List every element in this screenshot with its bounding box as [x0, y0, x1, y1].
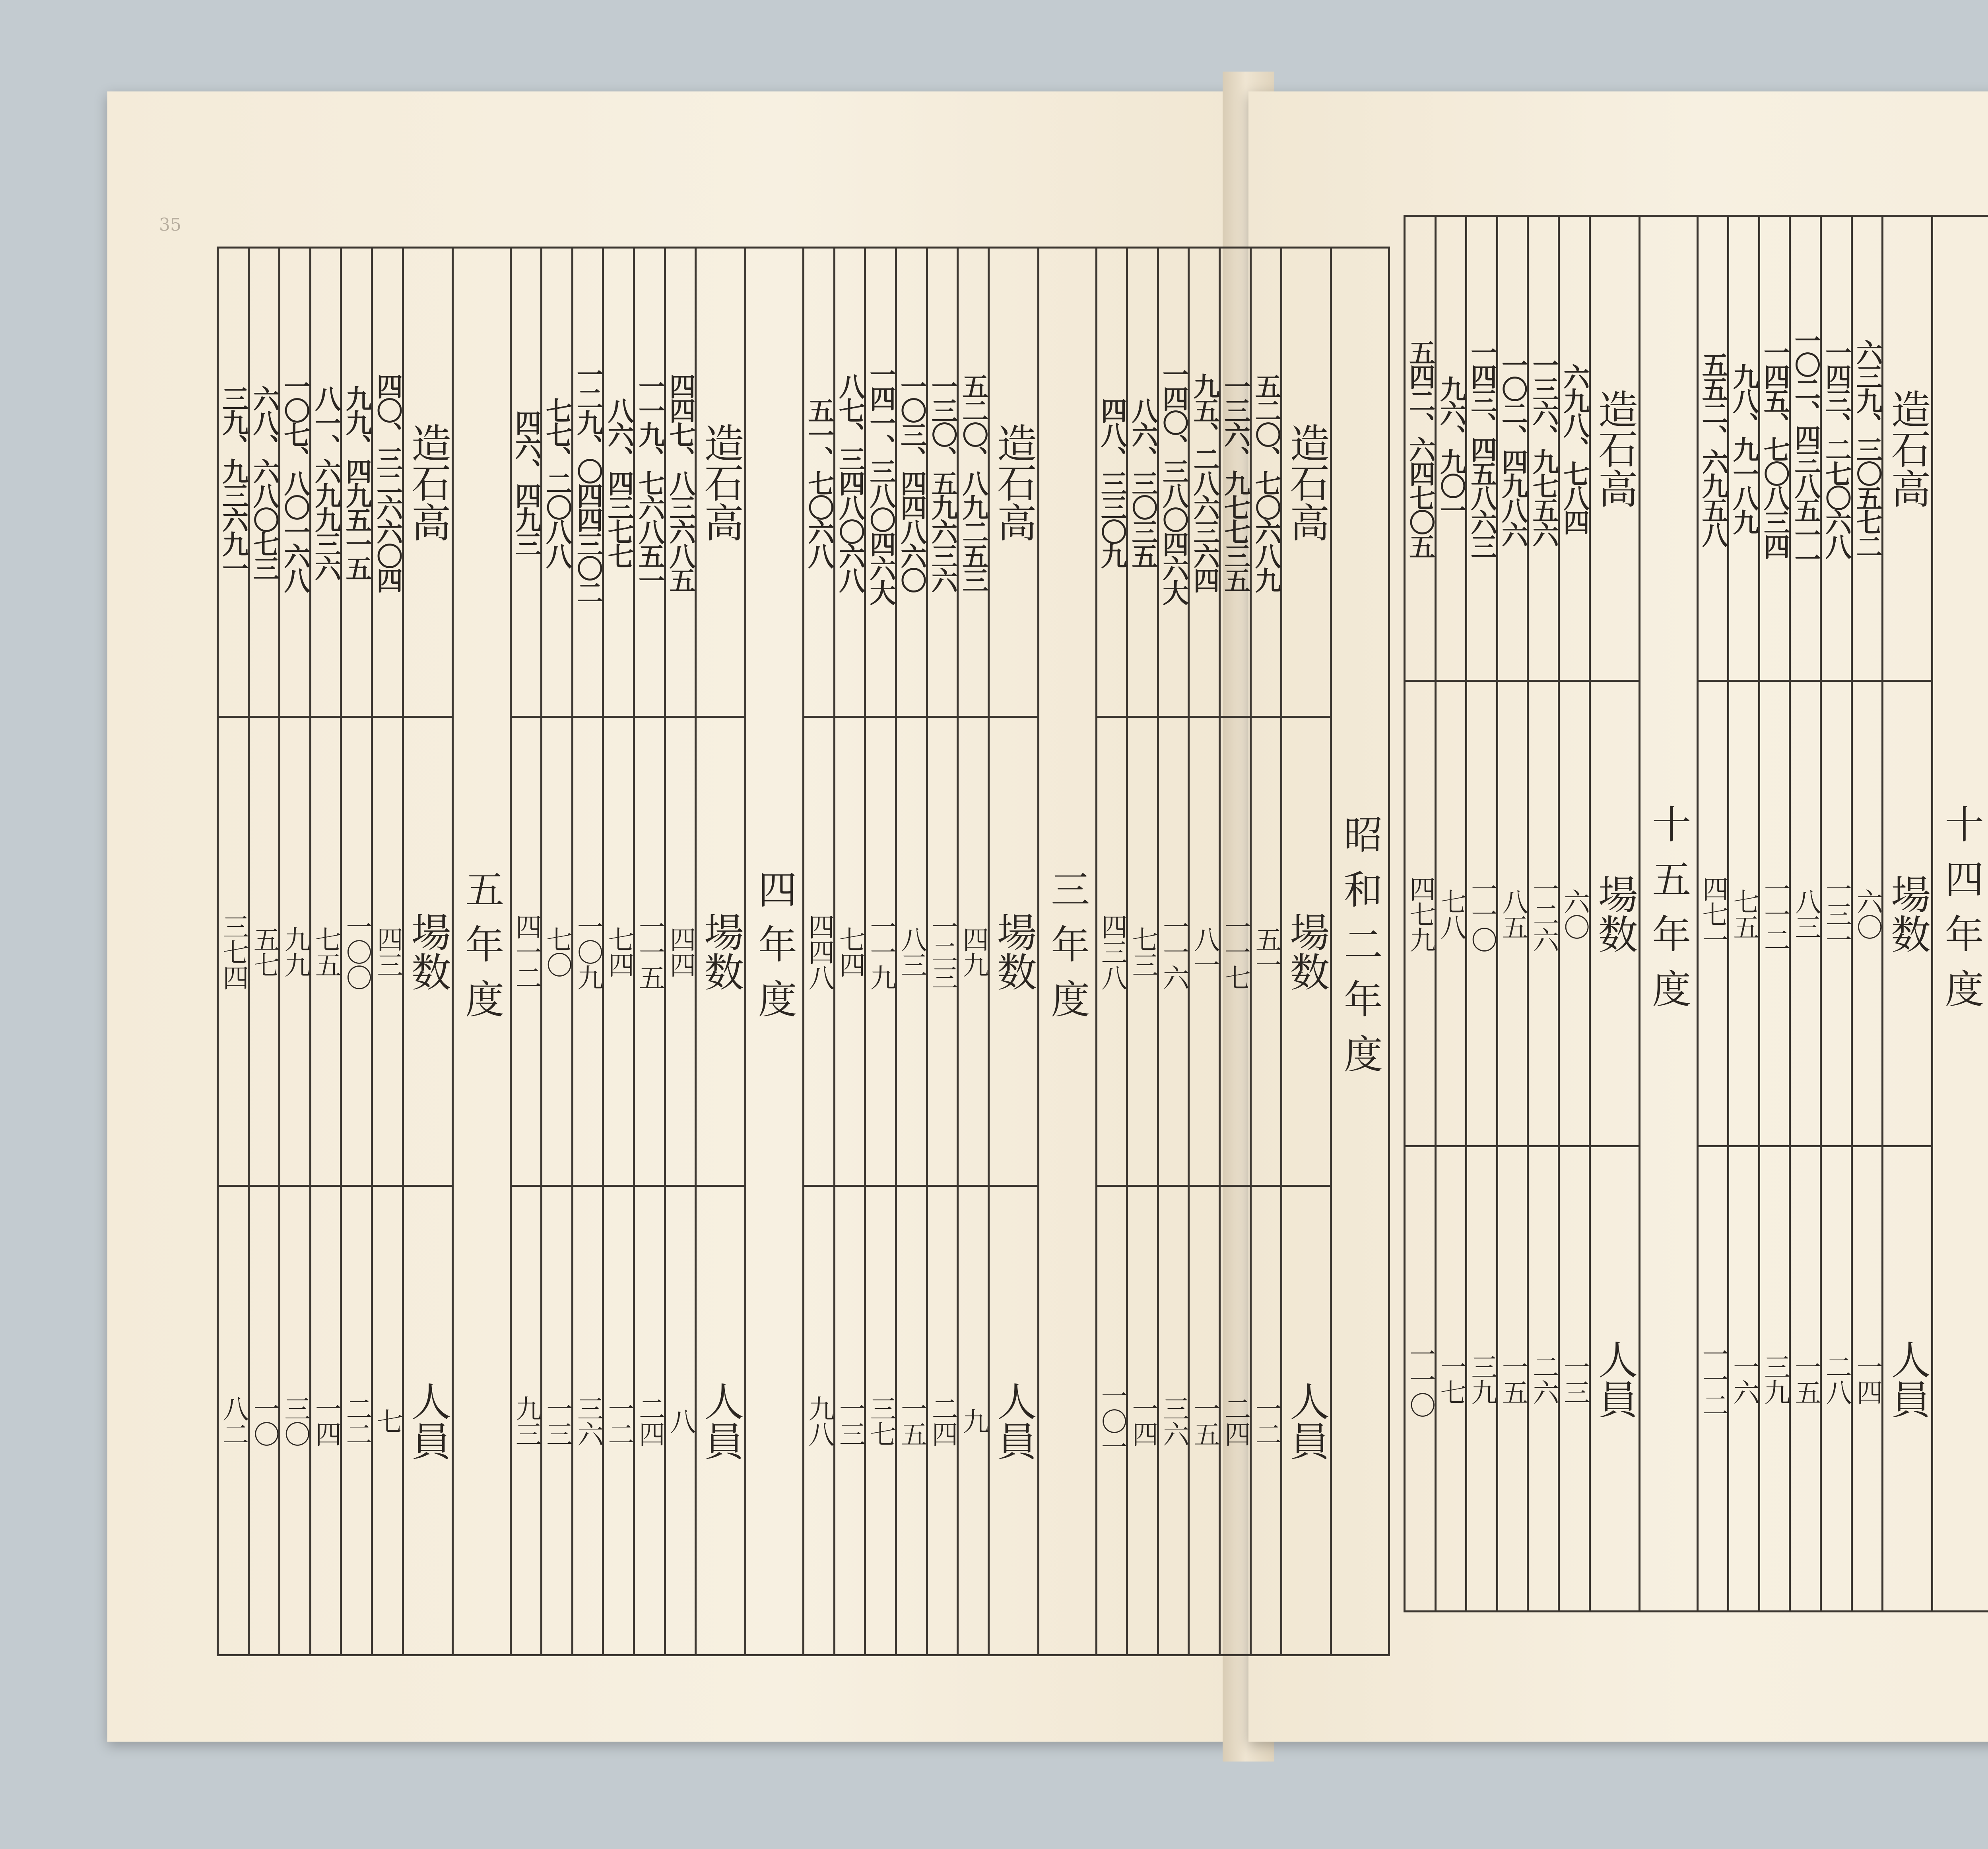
- staff-cell: 九八: [804, 1186, 835, 1655]
- brewery-count-cell: 七四: [834, 717, 865, 1186]
- year-title: 五年度: [452, 248, 511, 1655]
- brewery-count-cell: 七八: [1435, 681, 1466, 1146]
- staff-cell: 九三: [511, 1186, 542, 1655]
- brewery-count-cell: 四七九: [1405, 681, 1436, 1146]
- brewery-count-cell: 七五: [310, 717, 341, 1186]
- brewery-count-cell: 七三: [1127, 717, 1158, 1186]
- brewery-count-cell: 一三一: [1821, 681, 1852, 1146]
- production-cell: 七七、二〇八八: [542, 248, 573, 717]
- column-label: 人員: [696, 1186, 746, 1655]
- production-cell: 九五、二八六三六四: [1189, 248, 1220, 717]
- column-label: 場数: [403, 717, 452, 1186]
- production-cell: 八七、三四八〇六八: [834, 248, 865, 717]
- staff-cell: 一五: [1189, 1186, 1220, 1655]
- table-row: [1096, 248, 1127, 1655]
- left-page-mark: 35: [159, 215, 181, 235]
- staff-cell: 三九: [1759, 1146, 1790, 1612]
- staff-cell: 一四: [1127, 1186, 1158, 1655]
- table-row: [280, 248, 311, 1655]
- column-label: 場数: [1590, 681, 1639, 1146]
- ledger-table-right: [1404, 215, 1988, 1612]
- staff-cell: 九: [958, 1186, 989, 1655]
- production-cell: 五一、七〇六八: [804, 248, 835, 717]
- column-label: 人員: [1590, 1146, 1639, 1612]
- staff-cell: 七: [372, 1186, 403, 1655]
- column-label: 人員: [1883, 1146, 1932, 1612]
- table-row: [1466, 216, 1497, 1612]
- staff-cell: 三〇: [280, 1186, 311, 1655]
- production-cell: 一三六、九七五六: [1528, 216, 1559, 681]
- production-cell: 九八、九一八九: [1728, 216, 1759, 681]
- production-cell: 一四三、四五八六三: [1466, 216, 1497, 681]
- staff-cell: 一一二: [1697, 1146, 1728, 1612]
- brewery-count-cell: 一〇九: [572, 717, 603, 1186]
- staff-cell: 一六: [1728, 1146, 1759, 1612]
- brewery-count-cell: 八一: [1189, 717, 1220, 1186]
- production-cell: 四〇、三二六六〇四: [372, 248, 403, 717]
- staff-cell: 一四: [310, 1186, 341, 1655]
- brewery-count-cell: 七四: [603, 717, 634, 1186]
- year-header-row: [452, 248, 511, 1655]
- production-cell: 一〇七、八〇一六八: [280, 248, 311, 717]
- staff-cell: 二四: [634, 1186, 665, 1655]
- brewery-count-cell: 四三八: [1096, 717, 1127, 1186]
- year-title: 十四年度: [1932, 216, 1988, 1612]
- staff-cell: 一〇: [248, 1186, 280, 1655]
- brewery-count-cell: 四七一: [1697, 681, 1728, 1146]
- staff-cell: 一五: [1497, 1146, 1528, 1612]
- staff-cell: 一〇一: [1096, 1186, 1127, 1655]
- table-row: [1821, 216, 1852, 1612]
- production-cell: 五五二、六九五八: [1697, 216, 1728, 681]
- table-row: [1852, 216, 1883, 1612]
- brewery-count-cell: 三七四: [218, 717, 249, 1186]
- table-row: [341, 248, 372, 1655]
- production-cell: 九九、四九五一五: [341, 248, 372, 717]
- column-label: 造石高: [696, 248, 746, 717]
- table-row: [834, 248, 865, 1655]
- production-cell: 五二〇、八九二五三: [958, 248, 989, 717]
- staff-cell: 八: [665, 1186, 696, 1655]
- table-row: [1189, 248, 1220, 1655]
- column-label-row: [403, 248, 452, 1655]
- table-row: [1158, 248, 1189, 1655]
- year-header-row: [1932, 216, 1988, 1612]
- production-cell: 六三九、三〇五七二: [1852, 216, 1883, 681]
- table-row: [1697, 216, 1728, 1612]
- brewery-count-cell: 一二三: [927, 717, 958, 1186]
- production-cell: 四八、三三〇九: [1096, 248, 1127, 717]
- brewery-count-cell: 六〇: [1559, 681, 1590, 1146]
- table-row: [865, 248, 896, 1655]
- brewery-count-cell: 五七: [248, 717, 280, 1186]
- year-title: 三年度: [1038, 248, 1096, 1655]
- table-row: [310, 248, 341, 1655]
- table-row: [511, 248, 542, 1655]
- column-label: 場数: [988, 717, 1038, 1186]
- table-row: [542, 248, 573, 1655]
- production-cell: 五四二、六四七〇五: [1405, 216, 1436, 681]
- brewery-count-cell: 四四: [665, 717, 696, 1186]
- table-row: [372, 248, 403, 1655]
- table-row: [804, 248, 835, 1655]
- table-row: [1759, 216, 1790, 1612]
- brewery-count-cell: 四三: [372, 717, 403, 1186]
- production-cell: 五二〇、七〇六八九: [1250, 248, 1281, 717]
- column-label: 造石高: [1590, 216, 1639, 681]
- column-label: 造石高: [1883, 216, 1932, 681]
- brewery-count-cell: 四四八: [804, 717, 835, 1186]
- staff-cell: 一三: [542, 1186, 573, 1655]
- staff-cell: 三六: [1158, 1186, 1189, 1655]
- table-row: [958, 248, 989, 1655]
- brewery-count-cell: 七五: [1728, 681, 1759, 1146]
- column-label-row: [1883, 216, 1932, 1612]
- table-row: [665, 248, 696, 1655]
- ledger-table-left: [217, 247, 1390, 1656]
- column-label: 場数: [696, 717, 746, 1186]
- staff-cell: 一五: [896, 1186, 927, 1655]
- year-header-row: [746, 248, 804, 1655]
- table-row: [1405, 216, 1436, 1612]
- staff-cell: 一一〇: [1405, 1146, 1436, 1612]
- brewery-count-cell: 一一五: [634, 717, 665, 1186]
- year-header-row: [1331, 248, 1389, 1655]
- staff-cell: 一二: [1250, 1186, 1281, 1655]
- brewery-count-cell: 一〇〇: [341, 717, 372, 1186]
- year-title: 昭和二年度: [1331, 248, 1389, 1655]
- production-cell: 九六、九〇一: [1435, 216, 1466, 681]
- production-cell: 六九八、七八四: [1559, 216, 1590, 681]
- staff-cell: 三七: [865, 1186, 896, 1655]
- column-label: 造石高: [403, 248, 452, 717]
- brewery-count-cell: 一一九: [865, 717, 896, 1186]
- staff-cell: 二八: [1821, 1146, 1852, 1612]
- table-row: [1127, 248, 1158, 1655]
- column-label-row: [1281, 248, 1331, 1655]
- column-label-row: [1590, 216, 1639, 1612]
- table-row: [572, 248, 603, 1655]
- column-label: 場数: [1883, 681, 1932, 1146]
- production-cell: 一二九、〇四四三〇二: [572, 248, 603, 717]
- table-row: [603, 248, 634, 1655]
- brewery-count-cell: 八三: [1790, 681, 1821, 1146]
- table-row: [1220, 248, 1251, 1655]
- brewery-count-cell: 四九: [958, 717, 989, 1186]
- table-row: [218, 248, 249, 1655]
- production-cell: 八六、四三七七: [603, 248, 634, 717]
- production-cell: 一〇二、四三八五一一: [1790, 216, 1821, 681]
- year-title: 十五年度: [1639, 216, 1697, 1612]
- staff-cell: 二二: [341, 1186, 372, 1655]
- year-header-row: [1038, 248, 1096, 1655]
- column-label: 場数: [1281, 717, 1331, 1186]
- table-row: [927, 248, 958, 1655]
- table-row: [896, 248, 927, 1655]
- table-row: [1250, 248, 1281, 1655]
- staff-cell: 二四: [1220, 1186, 1251, 1655]
- production-cell: 一四三、二七〇六八: [1821, 216, 1852, 681]
- staff-cell: 一三: [1559, 1146, 1590, 1612]
- year-title: 四年度: [746, 248, 804, 1655]
- ledger-body-right: [1405, 216, 1988, 1612]
- brewery-count-cell: 一一〇: [1466, 681, 1497, 1146]
- table-row: [1790, 216, 1821, 1612]
- brewery-count-cell: 一二六: [1528, 681, 1559, 1146]
- production-cell: 四四七、八三六八五: [665, 248, 696, 717]
- column-label: 人員: [988, 1186, 1038, 1655]
- staff-cell: 二六: [1528, 1146, 1559, 1612]
- production-cell: 八一、六九九三六: [310, 248, 341, 717]
- brewery-count-cell: 五一: [1250, 717, 1281, 1186]
- brewery-count-cell: 八三: [896, 717, 927, 1186]
- production-cell: 八六、三〇三五: [1127, 248, 1158, 717]
- column-label: 人員: [1281, 1186, 1331, 1655]
- column-label: 人員: [403, 1186, 452, 1655]
- year-header-row: [1639, 216, 1697, 1612]
- brewery-count-cell: 七〇: [542, 717, 573, 1186]
- brewery-count-cell: 一一七: [1220, 717, 1251, 1186]
- table-row: [1559, 216, 1590, 1612]
- production-cell: 一三六、九七七三五: [1220, 248, 1251, 717]
- staff-cell: 一三: [834, 1186, 865, 1655]
- staff-cell: 一五: [1790, 1146, 1821, 1612]
- production-cell: 一一九、七六八五一: [634, 248, 665, 717]
- table-row: [1528, 216, 1559, 1612]
- staff-cell: 三六: [572, 1186, 603, 1655]
- column-label: 造石高: [1281, 248, 1331, 717]
- staff-cell: 八二: [218, 1186, 249, 1655]
- production-cell: 一〇三、四四八六〇: [896, 248, 927, 717]
- table-row: [634, 248, 665, 1655]
- production-cell: 一四一、三八〇四六大: [865, 248, 896, 717]
- brewery-count-cell: 一一六: [1158, 717, 1189, 1186]
- table-row: [1728, 216, 1759, 1612]
- table-row: [1435, 216, 1466, 1612]
- table-row: [248, 248, 280, 1655]
- staff-cell: 二四: [927, 1186, 958, 1655]
- production-cell: 一四〇、三八〇四六大: [1158, 248, 1189, 717]
- production-cell: 六八、六八〇七三: [248, 248, 280, 717]
- production-cell: 一〇二、四九八六: [1497, 216, 1528, 681]
- staff-cell: 一四: [1852, 1146, 1883, 1612]
- brewery-count-cell: 一一二: [1759, 681, 1790, 1146]
- brewery-count-cell: 四一二: [511, 717, 542, 1186]
- brewery-count-cell: 六〇: [1852, 681, 1883, 1146]
- ledger-body-left: [218, 248, 1389, 1655]
- brewery-count-cell: 八五: [1497, 681, 1528, 1146]
- production-cell: 一四五、七〇八三四: [1759, 216, 1790, 681]
- production-cell: 四六、四九三: [511, 248, 542, 717]
- production-cell: 三九、九三六九一: [218, 248, 249, 717]
- column-label-row: [988, 248, 1038, 1655]
- column-label-row: [696, 248, 746, 1655]
- production-cell: 一三〇、五九六三六: [927, 248, 958, 717]
- staff-cell: 三九: [1466, 1146, 1497, 1612]
- column-label: 造石高: [988, 248, 1038, 717]
- brewery-count-cell: 九九: [280, 717, 311, 1186]
- staff-cell: 一二: [603, 1186, 634, 1655]
- staff-cell: 一七: [1435, 1146, 1466, 1612]
- table-row: [1497, 216, 1528, 1612]
